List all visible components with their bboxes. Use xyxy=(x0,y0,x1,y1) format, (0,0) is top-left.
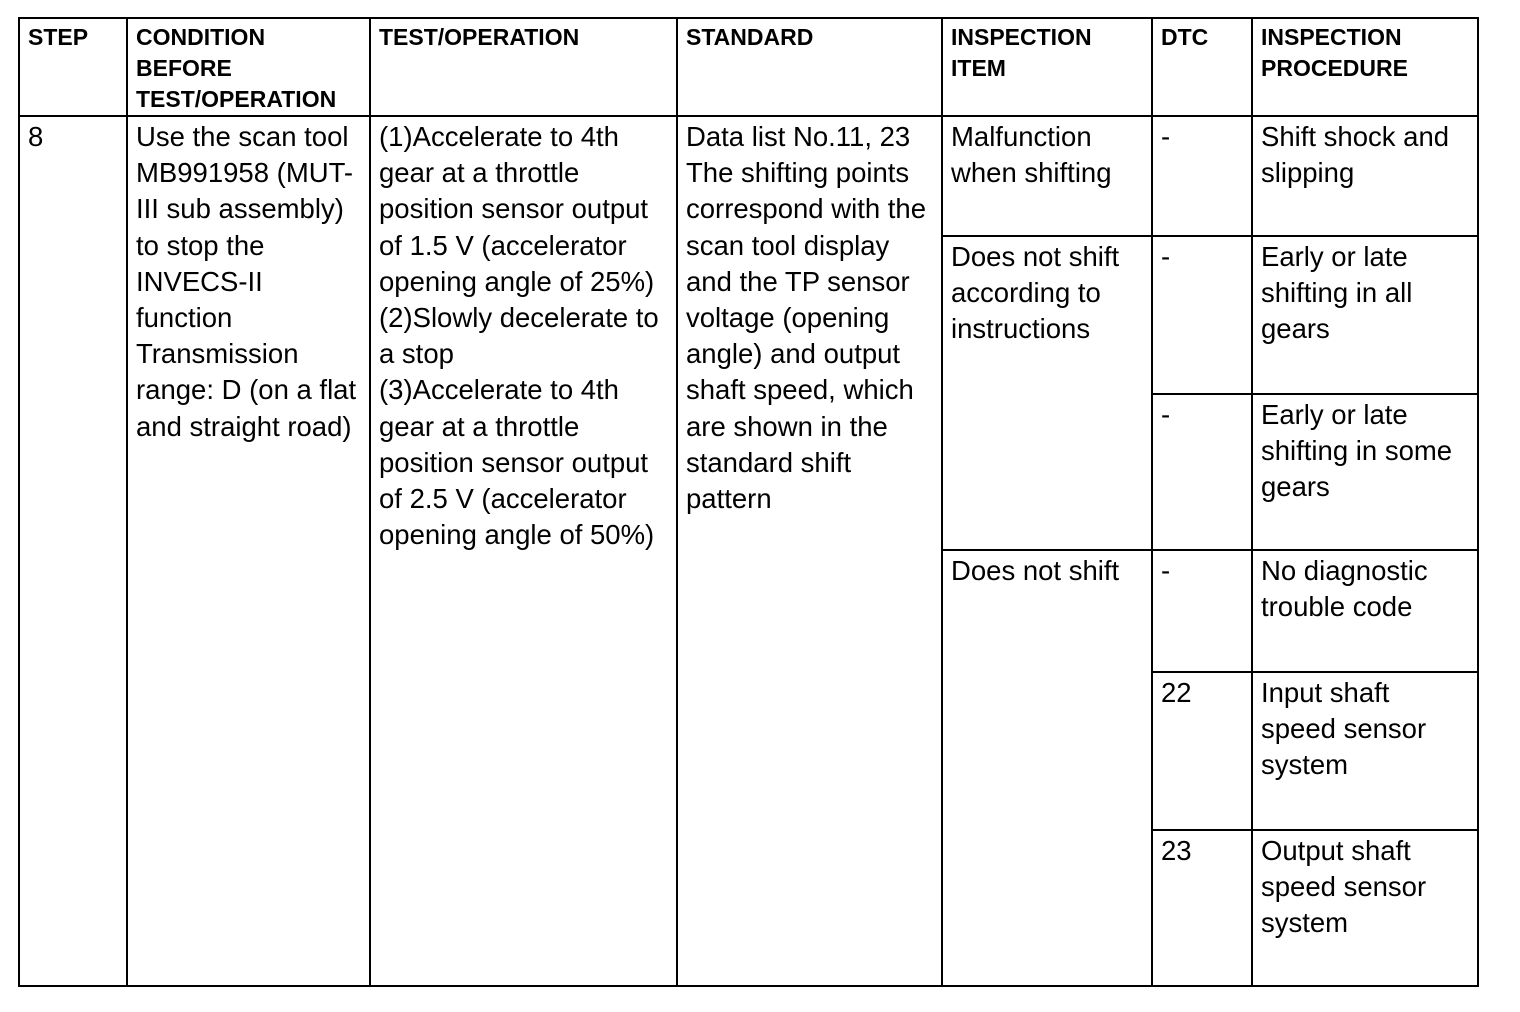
procedure-cell: Input shaft speed sensor system xyxy=(1252,672,1478,830)
inspection-item-cell: Malfunction when shifting xyxy=(942,116,1152,236)
dtc-cell: - xyxy=(1152,116,1252,236)
header-condition: CONDITION BEFORE TEST/OPERATION xyxy=(127,18,370,116)
header-dtc: DTC xyxy=(1152,18,1252,116)
header-inspection-procedure: INSPECTION PROCEDURE xyxy=(1252,18,1478,116)
header-step: STEP xyxy=(19,18,127,116)
procedure-cell: Output shaft speed sensor system xyxy=(1252,830,1478,986)
dtc-cell: - xyxy=(1152,550,1252,672)
condition-cell: Use the scan tool MB991958 (MUT-III sub assembly) to stop the INVECS-II function Transmission range: D (on a flat and straight road) xyxy=(127,116,370,986)
procedure-cell: Early or late shifting in some gears xyxy=(1252,394,1478,550)
header-row xyxy=(19,18,1478,116)
header-inspection-item: INSPECTION ITEM xyxy=(942,18,1152,116)
inspection-item-cell: Does not shift xyxy=(942,550,1152,986)
standard-cell: Data list No.11, 23 The shifting points correspond with the scan tool display and the TP sensor voltage (opening angle) and output shaft speed, which are shown in the standard shift pattern xyxy=(677,116,942,986)
step-cell: 8 xyxy=(19,116,127,986)
dtc-cell: 23 xyxy=(1152,830,1252,986)
procedure-cell: Early or late shifting in all gears xyxy=(1252,236,1478,394)
dtc-cell: - xyxy=(1152,236,1252,394)
procedure-cell: Shift shock and slipping xyxy=(1252,116,1478,236)
inspection-item-cell: Does not shift according to instructions xyxy=(942,236,1152,550)
header-standard: STANDARD xyxy=(677,18,942,116)
header-test-operation: TEST/OPERATION xyxy=(370,18,677,116)
dtc-cell: - xyxy=(1152,394,1252,550)
test-operation-cell: (1)Accelerate to 4th gear at a throttle position sensor output of 1.5 V (accelerator opening angle of 25%) (2)Slowly decelerate to a stop (3)Accelerate to 4th gear at a throttle position sensor output of 2.5 V (accelerator opening angle of 50%) xyxy=(370,116,677,986)
dtc-cell: 22 xyxy=(1152,672,1252,830)
inspection-table xyxy=(18,17,1479,987)
table-row xyxy=(19,116,1478,236)
procedure-cell: No diagnostic trouble code xyxy=(1252,550,1478,672)
